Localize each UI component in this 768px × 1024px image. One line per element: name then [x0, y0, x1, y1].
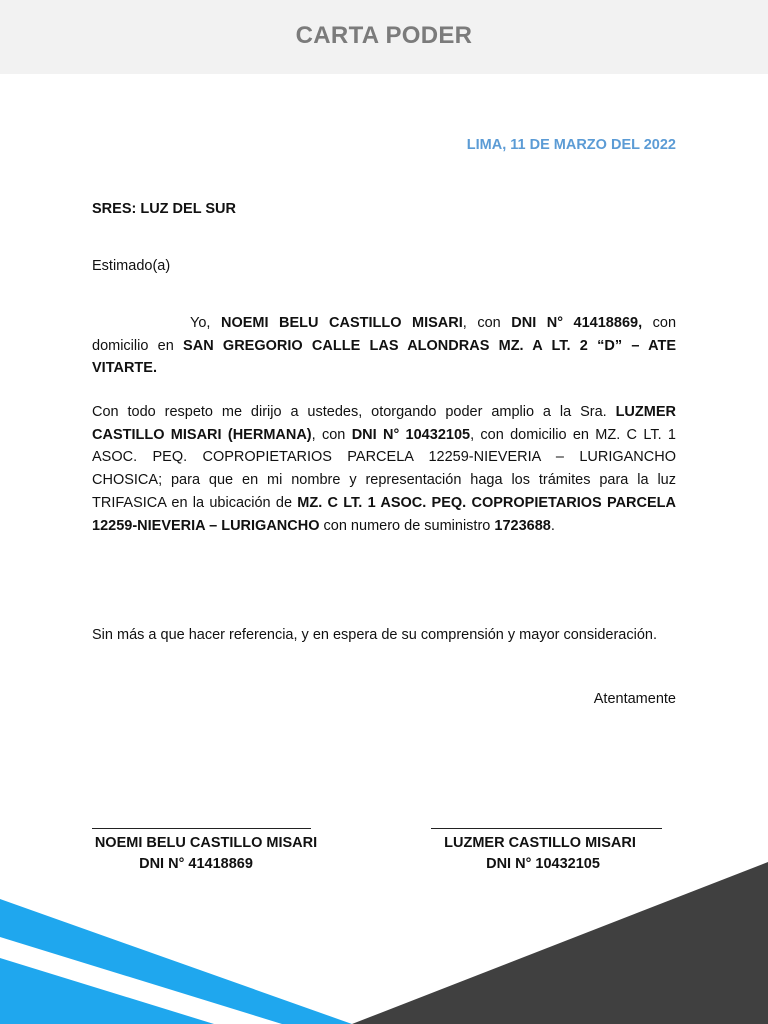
document-title: CARTA PODER [295, 22, 473, 49]
letter-greeting: Estimado(a) [92, 258, 171, 274]
closing-word: Atentamente [593, 691, 676, 707]
grantor-name: NOEMI BELU CASTILLO MISARI [220, 315, 463, 331]
grantor-address: SAN GREGORIO CALLE LAS ALONDRAS MZ. A LT. 2 “D” – ATE VITARTE. [92, 337, 677, 377]
decor-dark-band [352, 862, 768, 1024]
paragraph-power: Con todo respeto me dirijo a ustedes, otorgando poder amplio a la Sra. LUZMER CASTILLO MISARI (HERMANA), con DNI N° 10432105, con domicilio en MZ. C LT. 1 ASOC. PEQ. COPROPIETARIOS PARCELA 12259-NIEVERIA – LURIGANCHO CHOSICA; para que en mi nombre y representación haga los trámites para la luz TRIFASICA en la ubicación de MZ. C LT. 1 ASOC. PEQ. COPROPIETARIOS PARCELA 12259-NIEVERIA – LURIGANCHO con numero de suministro 1723688. [92, 404, 676, 534]
grantee-name: LUZMER CASTILLO MISARI (HERMANA) [92, 404, 676, 443]
signature-dni-right: DNI N° 10432105 [486, 856, 600, 872]
grantee-dni: DNI N° 10432105 [351, 426, 471, 443]
paragraph-closing: Sin más a que hacer referencia, y en espera de su comprensión y mayor consideración. [92, 627, 657, 643]
paragraph-identity: Yo, NOEMI BELU CASTILLO MISARI, con DNI N° 41418869, con domicilio en SAN GREGORIO CALLE LAS ALONDRAS MZ. A LT. 2 “D” – ATE VITARTE. [92, 315, 677, 377]
signature-name-right: LUZMER CASTILLO MISARI [444, 835, 636, 851]
signature-name-left: NOEMI BELU CASTILLO MISARI [94, 835, 318, 851]
signature-dni-left: DNI N° 41418869 [139, 856, 253, 872]
grantor-dni: DNI N° 41418869, [511, 315, 643, 331]
letter-date: LIMA, 11 DE MARZO DEL 2022 [466, 137, 676, 153]
supply-number: 1723688 [494, 517, 551, 534]
service-location: MZ. C LT. 1 ASOC. PEQ. COPROPIETARIOS PARCELA 12259-NIEVERIA – LURIGANCHO [92, 494, 676, 534]
letter-recipient: SRES: LUZ DEL SUR [92, 201, 236, 217]
